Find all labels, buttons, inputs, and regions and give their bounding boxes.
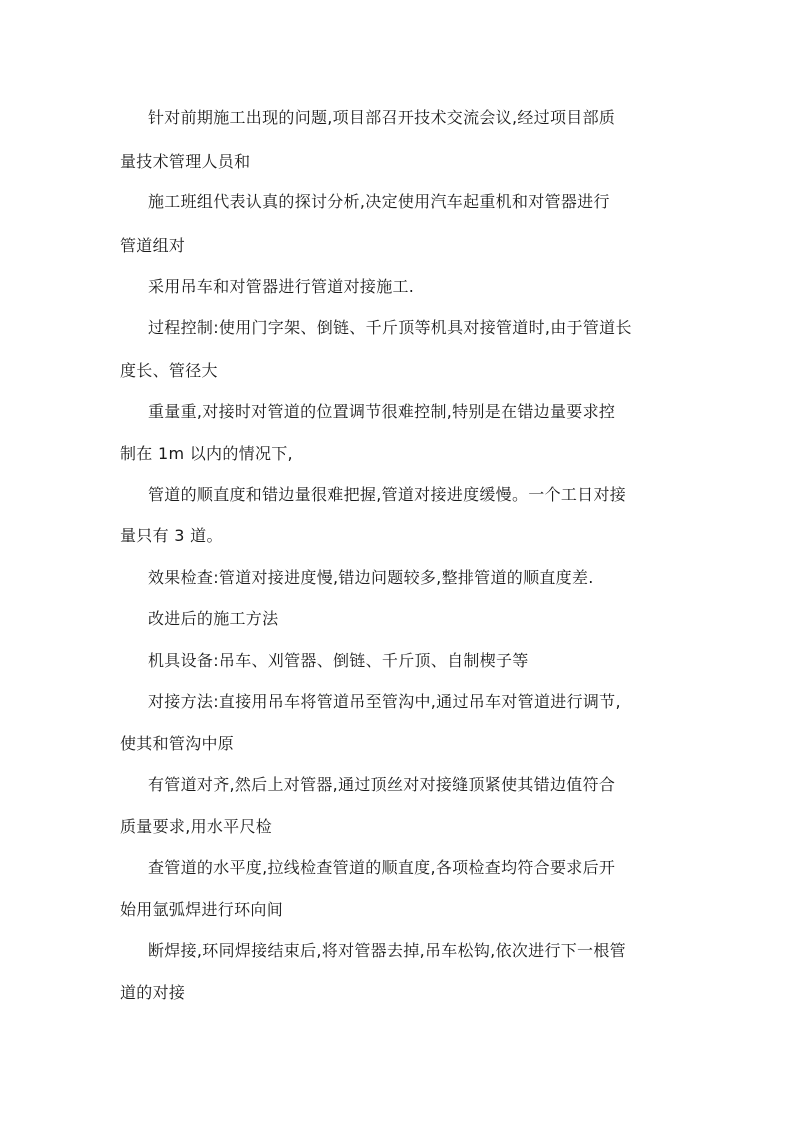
paragraph-line: 机具设备:吊车、刈管器、倒链、千斤顶、自制楔子等	[148, 651, 529, 670]
paragraph-line: 断焊接,环同焊接结束后,将对管器去掉,吊车松钩,依次进行下一根管	[148, 941, 626, 960]
paragraph-line: 量技术管理人员和	[120, 152, 251, 171]
paragraph-line: 采用吊车和对管器进行管道对接施工.	[148, 277, 415, 296]
paragraph-line: 始用氩弧焊进行环向间	[120, 900, 284, 919]
paragraph-line: 度长、管径大	[120, 361, 218, 380]
paragraph-line: 过程控制:使用门字架、倒链、千斤顶等机具对接管道时,由于管道长	[148, 318, 632, 337]
paragraph-line: 改进后的施工方法	[148, 609, 279, 628]
paragraph-line: 查管道的水平度,拉线检查管道的顺直度,各项检查均符合要求后开	[148, 858, 616, 877]
paragraph-line: 管道的顺直度和错边量很难把握,管道对接进度缓慢。一个工日对接	[148, 485, 627, 504]
paragraph-line: 制在 1m 以内的情况下,	[120, 444, 293, 463]
paragraph-line: 质量要求,用水平尺检	[120, 817, 273, 836]
paragraph-line: 道的对接	[120, 983, 186, 1002]
paragraph-line: 针对前期施工出现的问题,项目部召开技术交流会议,经过项目部质	[148, 108, 616, 127]
paragraph-line: 有管道对齐,然后上对管器,通过顶丝对对接缝顶紧使其错边值符合	[148, 775, 616, 794]
paragraph-line: 使其和管沟中原	[120, 734, 235, 753]
paragraph-line: 施工班组代表认真的探讨分析,决定使用汽车起重机和对管器进行	[148, 192, 610, 211]
paragraph-line: 管道组对	[120, 236, 186, 255]
paragraph-line: 效果检查:管道对接进度慢,错边问题较多,整排管道的顺直度差.	[148, 568, 594, 587]
paragraph-line: 量只有 3 道。	[120, 526, 223, 545]
paragraph-line: 对接方法:直接用吊车将管道吊至管沟中,通过吊车对管道进行调节,	[148, 692, 621, 711]
paragraph-line: 重量重,对接时对管道的位置调节很难控制,特别是在错边量要求控	[148, 402, 616, 421]
